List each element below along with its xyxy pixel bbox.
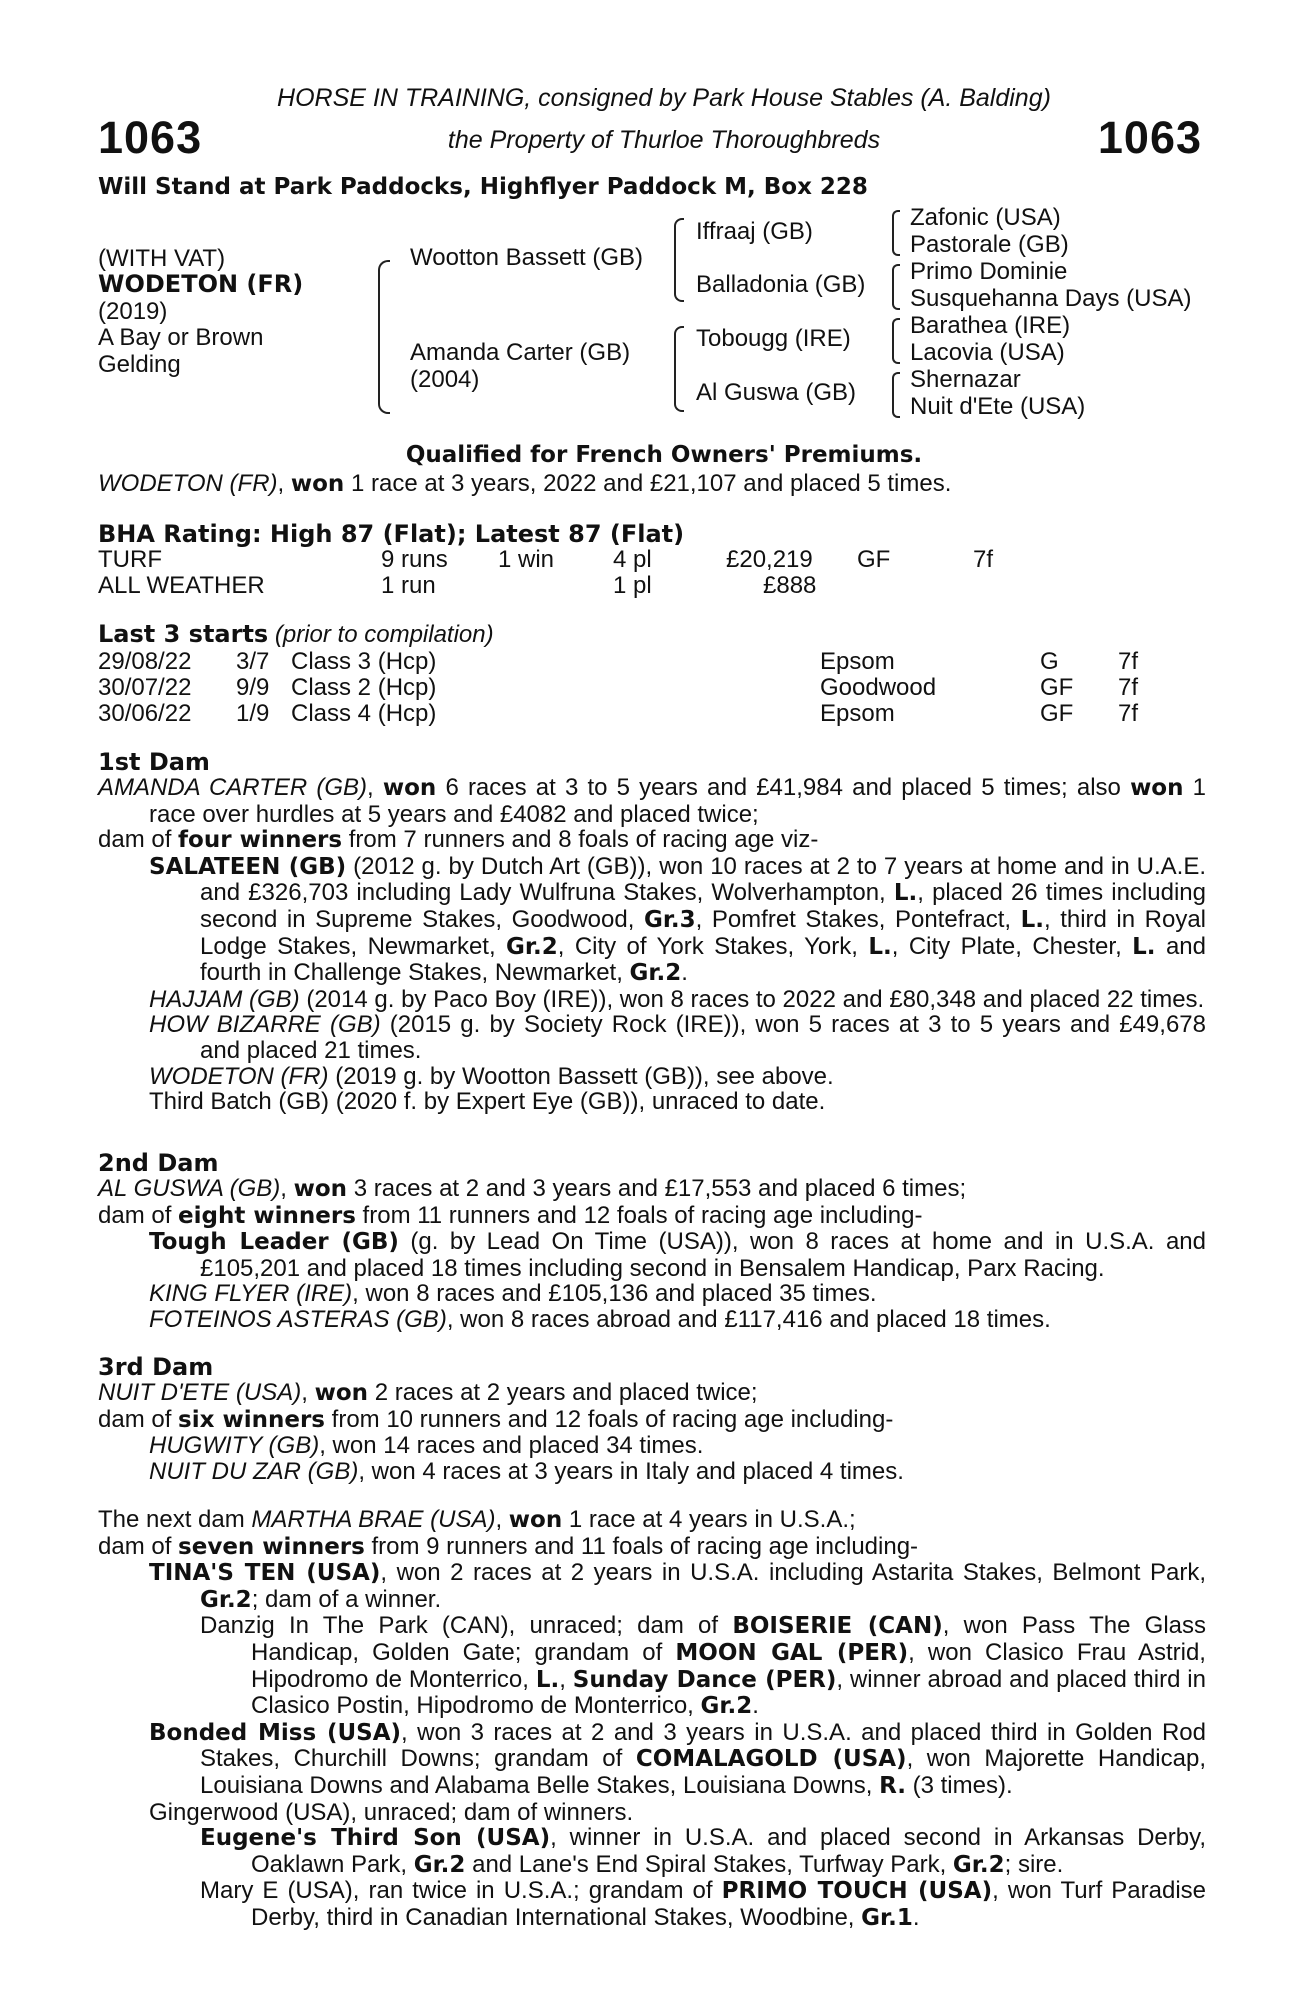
second-dam-produce (98, 1203, 1206, 1230)
start-position: 1/9 (236, 700, 270, 727)
text-run: BOISERIE (CAN) (732, 1613, 943, 1640)
produce-tinas-ten (98, 1560, 1206, 1613)
summary-horse-name: WODETON (FR) (98, 470, 278, 497)
text-run: dam of (98, 1532, 179, 1560)
stand-location: Will Stand at Park Paddocks, Highflyer Paddock M, Box 228 (98, 174, 868, 200)
text-run: Gr.2 (200, 1586, 252, 1613)
text-run: Gr.3 (643, 906, 696, 933)
start-course: Epsom (820, 700, 895, 727)
pedigree-sd: Balladonia (GB) (696, 271, 866, 298)
horse-sex: Gelding (98, 351, 181, 378)
text-run: , Pomfret Stakes, Pontefract, (695, 905, 1021, 933)
text-run: dam of (98, 1405, 179, 1433)
text-run: (2019 g. by Wootton Bassett (GB)), see above. (328, 1062, 834, 1090)
start-course: Goodwood (820, 674, 937, 701)
text-run: . (752, 1692, 759, 1720)
dam-name: AL GUSWA (GB) (98, 1175, 281, 1202)
premiums-note: Qualified for French Owners' Premiums. (405, 442, 923, 468)
start-distance: 7f (1118, 674, 1139, 701)
text-run: , won 8 races abroad and £117,416 and placed 18 times. (446, 1305, 1051, 1333)
produce-gingerwood (98, 1800, 1206, 1826)
lot-number-right: 1063 (1097, 112, 1202, 163)
pedigree-brace-sire (674, 218, 684, 302)
text-run: , won 8 races and £105,136 and placed 35 times. (352, 1280, 877, 1308)
text-run: , winner abroad and placed third in Clasico Postin, Hipodromo de Monterrico, (251, 1665, 1206, 1720)
text-run: , won Majorette Handicap, Louisiana Downs and Alabama Belle Stakes, Louisiana Downs, (200, 1745, 1207, 1799)
text-run: , (495, 1506, 509, 1533)
text-run: , winner in U.S.A. and placed second in Arkansas Derby, Oaklawn Park, (251, 1824, 1206, 1878)
next-dam-produce (98, 1534, 1206, 1561)
third-dam-heading: 3rd Dam (98, 1353, 214, 1381)
next-dam-section (98, 1507, 1206, 1932)
start-position: 3/7 (236, 648, 270, 675)
dam-record-text: 6 races at 3 to 5 years and £41,984 and placed 5 times; also (436, 774, 1121, 801)
produce-tough-leader (98, 1229, 1206, 1281)
produce-eugenes-third-son (98, 1825, 1206, 1878)
text-run: ; dam of a winner. (251, 1585, 442, 1613)
pedigree-brace-dd (892, 372, 900, 418)
text-run: Gr.2 (506, 933, 558, 960)
rating-distance: 7f (973, 546, 994, 573)
text-run: , won 4 races at 3 years in Italy and placed 4 times. (358, 1457, 904, 1485)
rating-prize: £20,219 (726, 546, 813, 573)
text-run: 1 race at 4 years in U.S.A.; (562, 1506, 856, 1533)
produce-mary-e (98, 1878, 1206, 1931)
start-course: Epsom (820, 648, 895, 675)
text-run: L. (868, 933, 892, 960)
text-run: COMALAGOLD (USA) (635, 1746, 907, 1773)
first-dam-section (98, 749, 1206, 1115)
text-run: Sunday Dance (PER) (572, 1666, 837, 1693)
won-label: won (293, 1176, 348, 1202)
pedigree-ssd: Pastorale (GB) (910, 231, 1069, 258)
rating-going: GF (857, 546, 891, 573)
produce-name: FOTEINOS ASTERAS (GB) (149, 1305, 447, 1333)
text-run: dam of (98, 1201, 179, 1229)
text-run: ; sire. (1004, 1850, 1064, 1878)
text-run: L. (1132, 933, 1156, 960)
produce-name: HAJJAM (GB) (149, 985, 300, 1013)
dam-record-text: 1 race over hurdles at 5 years and £4082 and placed twice; (149, 774, 1207, 828)
dam-name: NUIT D'ETE (USA) (98, 1379, 302, 1406)
text-run: . (912, 1903, 920, 1931)
race-summary: WODETON (FR), won 1 race at 3 years, 2022 and £21,107 and placed 5 times. (98, 470, 952, 497)
summary-text: 1 race at 3 years, 2022 and £21,107 and placed 5 times. (344, 470, 952, 497)
text-run: , won Turf Paradise Derby, third in Canadian International Stakes, Woodbine, (251, 1877, 1207, 1931)
start-date: 30/07/22 (98, 674, 192, 701)
text-run: , won Pass The Glass Handicap, Golden Gate; grandam of (251, 1612, 1207, 1666)
produce-foteinos-asteras (98, 1307, 1206, 1333)
text-run: , third in Royal Lodge Stakes, Newmarket, (200, 905, 1206, 960)
text-run: MOON GAL (PER) (675, 1639, 909, 1666)
text-run: , won 3 races at 2 and 3 years in U.S.A. and placed third in Golden Rod Stakes, Churchill Downs; grandam of (200, 1718, 1206, 1773)
text-run: , won Clasico Frau Astrid, Hipodromo de Monterrico, (251, 1638, 1206, 1693)
text-run: and Lane's End Spiral Stakes, Turfway Park, (465, 1850, 953, 1878)
text-run: Gr.2 (413, 1851, 466, 1878)
text-run: Mary E (USA), ran twice in U.S.A.; grandam of (200, 1877, 722, 1905)
winners-count: eight winners (178, 1202, 356, 1229)
pedigree-sss: Zafonic (USA) (910, 204, 1061, 231)
horse-year: (2019) (98, 298, 168, 325)
text-run: L. (1020, 906, 1044, 933)
dam-name: AMANDA CARTER (GB) (98, 774, 368, 801)
text-run: Third Batch (GB) (2020 f. by Expert Eye (GB)), unraced to date. (149, 1088, 826, 1116)
winners-count: seven winners (178, 1533, 365, 1560)
text-run: L. (893, 880, 918, 907)
start-position: 9/9 (236, 674, 270, 701)
text-run: and fourth in Challenge Stakes, Newmarket, (200, 932, 1206, 987)
winners-count: six winners (178, 1406, 325, 1433)
text-run: Gr.2 (629, 960, 682, 987)
pedigree-sdd: Susquehanna Days (USA) (910, 285, 1192, 312)
first-dam-heading: 1st Dam (98, 748, 210, 776)
last-starts-note: (prior to compilation) (274, 621, 494, 648)
pedigree-brace-ss (892, 210, 900, 256)
text-run: Gr.2 (700, 1693, 753, 1720)
text-run: Danzig In The Park (CAN), unraced; dam of (200, 1612, 733, 1640)
produce-name: TINA'S TEN (USA) (149, 1560, 381, 1587)
produce-bonded-miss (98, 1720, 1206, 1800)
pedigree-dd: Al Guswa (GB) (696, 379, 857, 406)
text-run: (g. by Lead On Time (USA)), won 8 races at home and in U.S.A. and £105,201 and placed 18 times including second in Bensalem Handicap, Parx Racing. (200, 1228, 1206, 1282)
text-run: , City Plate, Chester, (891, 932, 1133, 960)
produce-hugwity (98, 1433, 1206, 1459)
produce-prefix: dam of (98, 826, 179, 854)
text-run: 2 races at 2 years and placed twice; (368, 1379, 758, 1406)
text-run: The next dam (98, 1506, 252, 1533)
text-run: , (559, 1665, 573, 1693)
text-run: Gingerwood (USA), unraced; dam of winners. (149, 1798, 634, 1826)
produce-name: HOW BIZARRE (GB) (149, 1011, 381, 1039)
second-dam-record: AL GUSWA (GB), won 3 races at 2 and 3 years and £17,553 and placed 6 times; (98, 1175, 967, 1202)
consignor-line: HORSE IN TRAINING, consigned by Park House Stables (A. Balding) (277, 84, 1051, 112)
pedigree-dam-year: (2004) (410, 366, 480, 393)
rating-surface: TURF (98, 546, 162, 573)
produce-name: HUGWITY (GB) (149, 1432, 320, 1460)
produce-name: Bonded Miss (USA) (149, 1719, 402, 1746)
pedigree-ddd: Nuit d'Ete (USA) (910, 393, 1086, 420)
pedigree-brace-ds (892, 318, 900, 364)
rating-placed: 4 pl (613, 546, 652, 573)
bha-rating-title: BHA Rating: High 87 (Flat); Latest 87 (Flat) (98, 520, 685, 548)
start-class: Class 2 (Hcp) (291, 674, 437, 701)
text-run: (2012 g. by Dutch Art (GB)), won 10 races at 2 to 7 years at home and in U.A.E. and £326,703 including Lady Wulfruna Stakes, Wolverhampton, (200, 852, 1207, 907)
first-dam-record: AMANDA CARTER (GB), won 6 races at 3 to 5 years and £41,984 and placed 5 times; also won 1 race over hurdles at 5 years and £4082 and placed twice; (98, 774, 1207, 828)
pedigree-dsd: Lacovia (USA) (910, 339, 1065, 366)
produce-text: from 7 runners and 8 foals of racing age viz- (342, 826, 819, 854)
rating-runs: 1 run (381, 572, 436, 599)
start-date: 29/08/22 (98, 648, 192, 675)
pedigree-dds: Shernazar (910, 366, 1021, 393)
text-run: , won 2 races at 2 years in U.S.A. including Astarita Stakes, Belmont Park, (380, 1559, 1206, 1587)
pedigree-dss: Barathea (IRE) (910, 312, 1071, 339)
pedigree-sds: Primo Dominie (910, 258, 1068, 285)
next-dam-record (98, 1507, 1206, 1534)
produce-king-flyer (98, 1281, 1206, 1307)
pedigree-brace-sd (892, 264, 900, 310)
start-going: GF (1040, 700, 1074, 727)
pedigree-ds: Tobougg (IRE) (696, 325, 851, 352)
start-class: Class 4 (Hcp) (291, 700, 437, 727)
start-going: G (1040, 648, 1059, 675)
property-line: the Property of Thurloe Thoroughbreds (447, 126, 881, 154)
vat-label: (WITH VAT) (98, 245, 226, 272)
produce-how-bizarre (98, 1012, 1206, 1063)
last-starts-title (98, 622, 494, 648)
produce-salateen (98, 854, 1206, 987)
rating-placed: 1 pl (613, 572, 652, 599)
produce-name: Eugene's Third Son (USA) (200, 1825, 551, 1852)
won-label: won (1130, 775, 1184, 801)
text-run: , City of York Stakes, York, (557, 932, 869, 960)
last-starts-heading: Last 3 starts (98, 620, 269, 648)
third-dam-section (98, 1354, 1206, 1484)
text-run: , placed 26 times including second in Supreme Stakes, Goodwood, (200, 879, 1206, 933)
produce-name: NUIT DU ZAR (GB) (149, 1457, 359, 1485)
produce-nuit-du-zar (98, 1459, 1206, 1485)
horse-name: WODETON (FR) (98, 270, 304, 298)
pedigree-brace-main (378, 260, 390, 414)
produce-name: WODETON (FR) (149, 1062, 329, 1090)
text-run: from 11 runners and 12 foals of racing age including- (355, 1201, 923, 1229)
start-class: Class 3 (Hcp) (291, 648, 437, 675)
produce-name: Tough Leader (GB) (149, 1229, 399, 1256)
horse-colour: A Bay or Brown (98, 324, 264, 351)
lot-number-left: 1063 (98, 112, 203, 163)
produce-danzig-in-the-park (98, 1613, 1206, 1719)
text-run: 3 races at 2 and 3 years and £17,553 and placed 6 times; (347, 1175, 967, 1202)
start-going: GF (1040, 674, 1074, 701)
pedigree-ss: Iffraaj (GB) (696, 218, 813, 245)
text-run: R. (879, 1772, 906, 1799)
pedigree-sire: Wootton Bassett (GB) (410, 244, 643, 271)
won-label: won (314, 1380, 369, 1406)
rating-runs: 9 runs (381, 546, 448, 573)
dam-name: MARTHA BRAE (USA) (251, 1506, 496, 1533)
text-run: Gr.2 (952, 1851, 1005, 1878)
produce-wodeton (98, 1064, 1206, 1090)
text-run: (2015 g. by Society Rock (IRE)), won 5 races at 3 to 5 years and £49,678 and placed 21 times. (200, 1011, 1206, 1064)
start-distance: 7f (1118, 700, 1139, 727)
text-run: . (681, 959, 688, 987)
second-dam-section (98, 1150, 1206, 1333)
start-distance: 7f (1118, 648, 1139, 675)
rating-wins: 1 win (498, 546, 555, 573)
winners-count: four winners (178, 827, 343, 854)
text-run: from 10 runners and 12 foals of racing age including- (324, 1405, 894, 1433)
text-run: (3 times). (905, 1771, 1013, 1799)
produce-hajjam (98, 987, 1206, 1013)
first-dam-produce (98, 827, 1206, 854)
summary-won: won (290, 471, 345, 497)
rating-prize: £888 (763, 572, 817, 599)
text-run: PRIMO TOUCH (USA) (721, 1878, 993, 1905)
text-run: (2014 g. by Paco Boy (IRE)), won 8 races to 2022 and £80,348 and placed 22 times. (299, 985, 1205, 1013)
third-dam-record: NUIT D'ETE (USA), won 2 races at 2 years and placed twice; (98, 1379, 758, 1406)
rating-surface: ALL WEATHER (98, 572, 265, 599)
produce-name: SALATEEN (GB) (149, 853, 347, 880)
third-dam-produce (98, 1407, 1206, 1434)
produce-third-batch (98, 1089, 1206, 1115)
pedigree-brace-dam (674, 326, 684, 412)
second-dam-heading: 2nd Dam (98, 1149, 219, 1177)
pedigree-dam: Amanda Carter (GB) (410, 339, 631, 366)
text-run: from 9 runners and 11 foals of racing age including- (364, 1532, 919, 1560)
produce-name: KING FLYER (IRE) (149, 1280, 353, 1308)
text-run: Gr.1 (861, 1904, 913, 1931)
won-label: won (382, 775, 437, 801)
start-date: 30/06/22 (98, 700, 192, 727)
text-run: , won 14 races and placed 34 times. (319, 1432, 704, 1460)
text-run: L. (535, 1666, 560, 1693)
won-label: won (508, 1507, 563, 1533)
